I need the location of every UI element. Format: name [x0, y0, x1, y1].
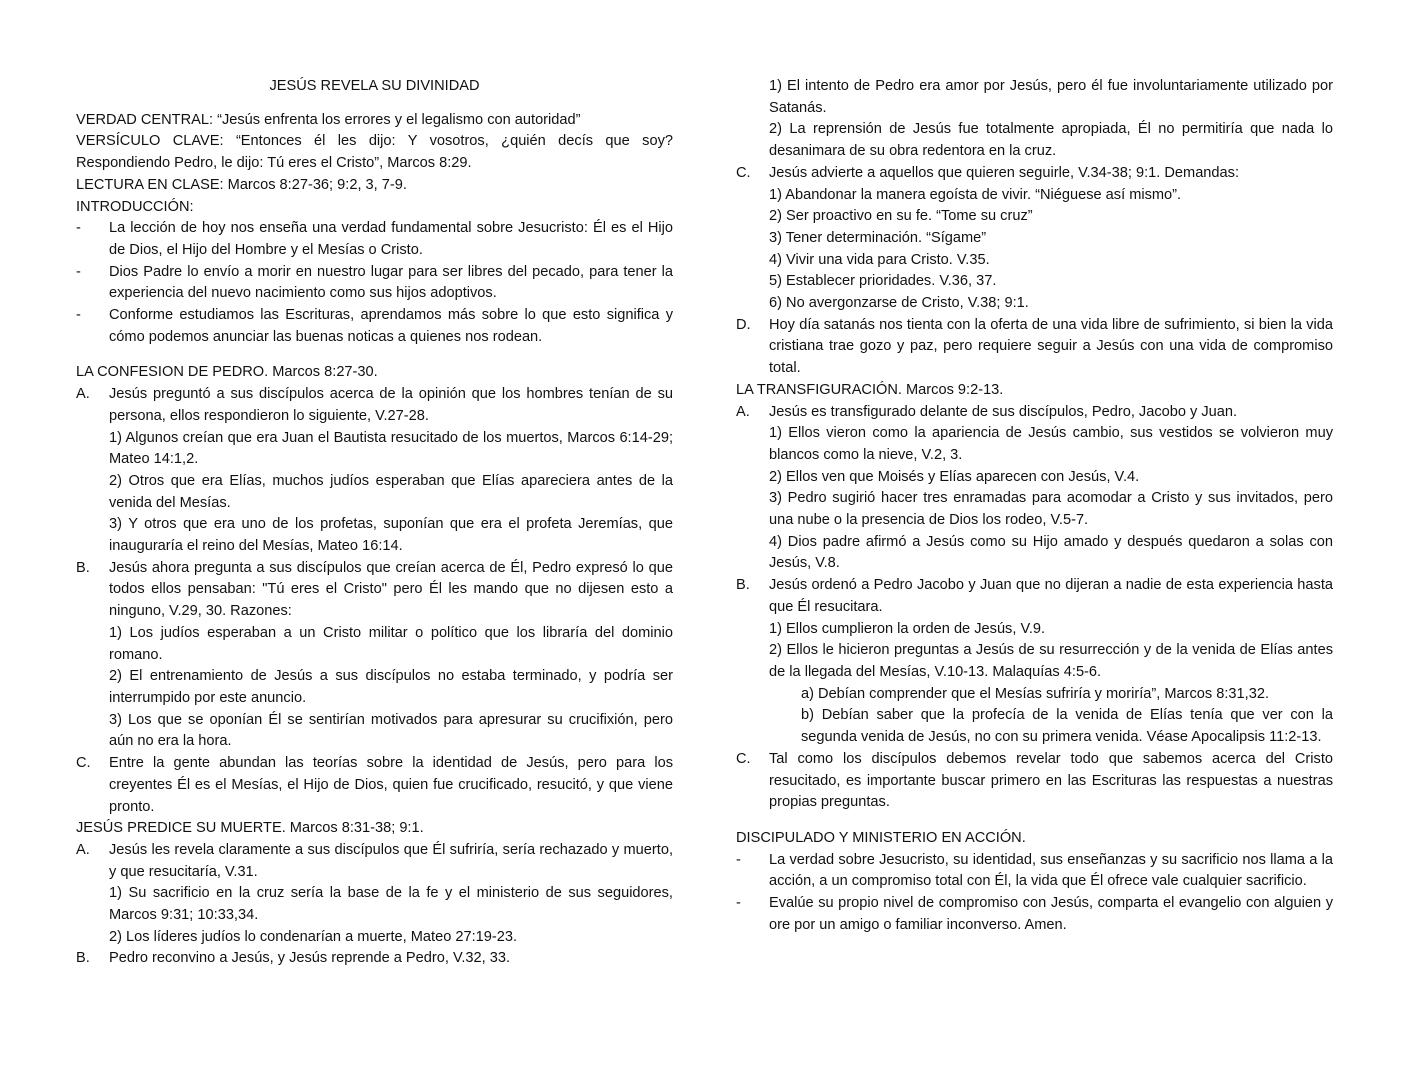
lectura-en-clase: LECTURA EN CLASE: Marcos 8:27-36; 9:2, 3, 7-9. [76, 176, 407, 193]
sub-point: 4) Dios padre afirmó a Jesús como su Hijo amado y después quedaron a solas con Jesús, V.8. [769, 533, 1333, 572]
sub-point: 5) Establecer prioridades. V.36, 37. [769, 273, 997, 290]
sub-point: 2) Otros que era Elías, muchos judíos esperaban que Elías apareciera antes de la venida del Mesías. [109, 472, 673, 511]
intro-item [76, 305, 673, 348]
sub-point: 2) El entrenamiento de Jesús a sus discípulos no estaba terminado, y podría ser interrumpido por este anuncio. [109, 668, 673, 706]
sub-point: 1) Los judíos esperaban a un Cristo militar o político que los libraría del dominio romano. [109, 624, 673, 663]
sub-sub-point: a) Debían comprender que el Mesías sufriría y moriría”, Marcos 8:31,32. [801, 685, 1270, 702]
outline-marker: B. [76, 559, 90, 576]
outline-item [76, 753, 673, 818]
outline-text: Jesús es transfigurado delante de sus discípulos, Pedro, Jacobo y Juan. [769, 403, 1238, 420]
sub-point: 2) Ellos le hicieron preguntas a Jesús de su resurrección y de la venida de Elías antes de la llegada del Mesías, V.10-13. Malaquías 4:5-6. [769, 642, 1333, 680]
action-item-text: La verdad sobre Jesucristo, su identidad, sus enseñanzas y su sacrificio nos llama a la acción, a un compromiso total con Él, la vida que Él ofrece vale cualquier sacrificio. [769, 851, 1333, 890]
outline-text: Tal como los discípulos debemos revelar todo que sabemos acerca del Cristo resucitado, es importante buscar primero en las Escrituras las respuestas a nuestras propias preguntas. [769, 750, 1333, 811]
outline-marker: A. [76, 841, 90, 858]
outline-item [76, 948, 673, 970]
intro-item [76, 262, 673, 305]
outline-item [736, 163, 1333, 185]
section-heading-confesion: LA CONFESION DE PEDRO. Marcos 8:27-30. [76, 364, 378, 381]
right-column [736, 76, 1333, 936]
outline-marker: B. [736, 577, 750, 594]
section-heading-muerte: JESÚS PREDICE SU MUERTE. Marcos 8:31-38; 9:1. [76, 820, 424, 837]
page-title: JESÚS REVELA SU DIVINIDAD [269, 78, 480, 94]
bullet-dash: - [76, 263, 81, 280]
verdad-central: VERDAD CENTRAL: “Jesús enfrenta los errores y el legalismo con autoridad” [76, 111, 581, 128]
outline-item [76, 840, 673, 883]
outline-item [736, 749, 1333, 814]
outline-item [736, 315, 1333, 380]
sub-point: 1) El intento de Pedro era amor por Jesús, pero él fue involuntariamente utilizado por Satanás. [769, 78, 1333, 116]
sub-point: 1) Abandonar la manera egoísta de vivir. “Niéguese así mismo”. [769, 186, 1182, 203]
sub-point: 2) La reprensión de Jesús fue totalmente apropiada, Él no permitiría que nada lo desanimara de su obra redentora en la cruz. [769, 121, 1333, 160]
action-item-text: Evalúe su propio nivel de compromiso con Jesús, comparta el evangelio con alguien y ore por un amigo o familiar inconverso. Amen. [769, 895, 1333, 933]
outline-text: Jesús ordenó a Pedro Jacobo y Juan que no dijeran a nadie de esta experiencia hasta que Él resucitara. [769, 577, 1333, 615]
sub-point: 1) Ellos cumplieron la orden de Jesús, V.9. [769, 620, 1046, 637]
bullet-dash: - [76, 307, 81, 324]
intro-item-text: Conforme estudiamos las Escrituras, aprendamos más sobre lo que esto significa y cómo podemos anunciar las buenas noticas a quienes nos rodean. [109, 307, 673, 345]
sub-point: 2) Ellos ven que Moisés y Elías aparecen con Jesús, V.4. [769, 468, 1140, 485]
sub-point: 3) Pedro sugirió hacer tres enramadas para acomodar a Cristo y sus invitados, pero una nube o la presencia de Dios los rodeo, V.5-7. [769, 490, 1333, 529]
sub-point: 1) Su sacrificio en la cruz sería la base de la fe y el ministerio de sus seguidores, Marcos 9:31; 10:33,34. [109, 885, 673, 924]
outline-item [76, 558, 673, 623]
outline-marker: C. [76, 755, 91, 772]
outline-text: Pedro reconvino a Jesús, y Jesús reprende a Pedro, V.32, 33. [109, 950, 511, 967]
outline-marker: C. [736, 164, 751, 181]
intro-item-text: Dios Padre lo envío a morir en nuestro lugar para ser libres del pecado, para tener la experiencia del nuevo nacimiento como sus hijos adoptivos. [109, 263, 673, 302]
sub-point: 3) Tener determinación. “Sígame” [769, 229, 987, 246]
sub-point: 2) Los líderes judíos lo condenarían a muerte, Mateo 27:19-23. [109, 928, 518, 945]
bullet-dash: - [736, 851, 741, 868]
outline-text: Jesús preguntó a sus discípulos acerca de la opinión que los hombres tenían de su persona, ellos respondieron lo siguiente, V.27-28. [109, 386, 673, 424]
sub-point: 1) Ellos vieron como la apariencia de Jesús cambio, sus vestidos se volvieron muy blancos como la nieve, V.2, 3. [769, 425, 1333, 463]
outline-text: Jesús advierte a aquellos que quieren seguirle, V.34-38; 9:1. Demandas: [769, 164, 1240, 181]
action-item [736, 850, 1333, 893]
intro-item [76, 218, 673, 261]
outline-marker: A. [736, 403, 750, 420]
outline-item [736, 575, 1333, 618]
section-heading-transfiguracion: LA TRANSFIGURACIÓN. Marcos 9:2-13. [736, 381, 1004, 398]
intro-item-text: La lección de hoy nos enseña una verdad fundamental sobre Jesucristo: Él es el Hijo de Dios, el Hijo del Hombre y el Mesías o Cristo. [109, 220, 673, 258]
sub-point: 4) Vivir una vida para Cristo. V.35. [769, 251, 990, 268]
outline-text: Jesús les revela claramente a sus discípulos que Él sufriría, sería rechazado y muerto, y que resucitaría, V.31. [109, 841, 673, 880]
outline-text: Jesús ahora pregunta a sus discípulos que creían acerca de Él, Pedro expresó lo que todos ellos pensaban: "Tú eres el Cristo" pero Él les mando que no dijesen esto a ninguno, V.29, 30. Razones: [109, 559, 673, 620]
outline-text: Hoy día satanás nos tienta con la oferta de una vida libre de sufrimiento, si bien la vida cristiana trae gozo y paz, pero requiere seguir a Jesús con una vida de compromiso total. [769, 316, 1333, 377]
outline-item [76, 384, 673, 427]
action-item [736, 893, 1333, 936]
outline-item [736, 402, 1333, 424]
versiculo-clave: VERSÍCULO CLAVE: “Entonces él les dijo: Y vosotros, ¿quién decís que soy? Respondiendo Pedro, le dijo: Tú eres el Cristo”, Marcos 8:29. [76, 133, 673, 172]
outline-marker: B. [76, 950, 90, 967]
outline-marker: D. [736, 316, 751, 333]
intro-heading: INTRODUCCIÓN: [76, 198, 194, 215]
section-heading-discipulado: DISCIPULADO Y MINISTERIO EN ACCIÓN. [736, 829, 1026, 846]
bullet-dash: - [736, 895, 741, 912]
bullet-dash: - [76, 220, 81, 237]
sub-point: 6) No avergonzarse de Cristo, V.38; 9:1. [769, 295, 1029, 312]
sub-point: 1) Algunos creían que era Juan el Bautista resucitado de los muertos, Marcos 6:14-29; Mateo 14:1,2. [109, 429, 673, 468]
outline-marker: C. [736, 750, 751, 767]
sub-point: 2) Ser proactivo en su fe. “Tome su cruz” [769, 208, 1033, 225]
sub-point: 3) Y otros que era uno de los profetas, suponían que era el profeta Jeremías, que inauguraría el reino del Mesías, Mateo 16:14. [109, 516, 673, 555]
outline-marker: A. [76, 386, 90, 403]
sub-sub-point: b) Debían saber que la profecía de la venida de Elías tenía que ver con la segunda venida de Jesús, no con su primera venida. Véase Apocalipsis 11:2-13. [801, 707, 1333, 746]
outline-text: Entre la gente abundan las teorías sobre la identidad de Jesús, pero para los creyentes Él es el Mesías, el Hijo de Dios, quien fue crucificado, resucitó, y que viene pronto. [109, 755, 673, 815]
sub-point: 3) Los que se oponían Él se sentirían motivados para apresurar su crucifixión, pero aún no era la hora. [109, 711, 673, 750]
left-column [76, 76, 673, 970]
